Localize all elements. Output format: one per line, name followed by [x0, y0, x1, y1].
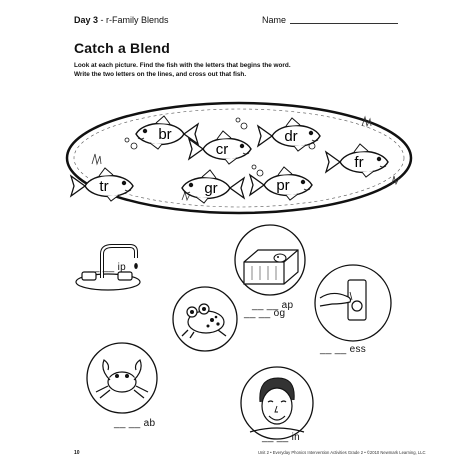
- fish-label-fr: fr: [354, 154, 364, 171]
- frog-icon: [170, 284, 240, 354]
- page-number: 10: [74, 450, 80, 456]
- blank-ess[interactable]: __ __ ess: [320, 344, 367, 355]
- blank-og[interactable]: __ __ og: [244, 308, 286, 319]
- fish-pond: [62, 96, 416, 220]
- trap-icon: [232, 222, 308, 298]
- blank-in[interactable]: __ __ in: [262, 432, 300, 443]
- smiling-face-icon: [238, 364, 316, 442]
- fish-label-dr: dr: [284, 128, 298, 145]
- instructions: [74, 61, 404, 79]
- fish-label-tr: tr: [99, 178, 109, 195]
- instruction-line-2: Write the two letters on the lines, and cross out that fish.: [74, 71, 247, 78]
- fish-label-gr: gr: [204, 180, 218, 197]
- instruction-line-1: Look at each picture. Find the fish with the letters that begins the word.: [74, 62, 291, 69]
- crab-icon: [84, 340, 160, 416]
- page-title: Catch a Blend: [74, 40, 170, 56]
- blank-ip[interactable]: __ __ ip: [88, 262, 126, 273]
- header-day: [74, 15, 169, 25]
- day-label: Day 3: [74, 15, 99, 25]
- blank-ab[interactable]: __ __ ab: [114, 418, 156, 429]
- blank-ap[interactable]: __ __ ap: [252, 300, 294, 311]
- topic-label: - r-Family Blends: [100, 15, 169, 25]
- name-line[interactable]: [290, 23, 398, 24]
- fish-label-br: br: [158, 126, 172, 143]
- fish-label-pr: pr: [276, 177, 290, 194]
- footer-credit: Unit 2 • Everyday Phonics Intervention Activities Grade 2 • ©2010 Newmark Learning, LLC: [258, 450, 426, 455]
- fish-label-cr: cr: [215, 141, 229, 158]
- doorbell-icon: [312, 262, 394, 344]
- name-label: Name: [262, 15, 287, 25]
